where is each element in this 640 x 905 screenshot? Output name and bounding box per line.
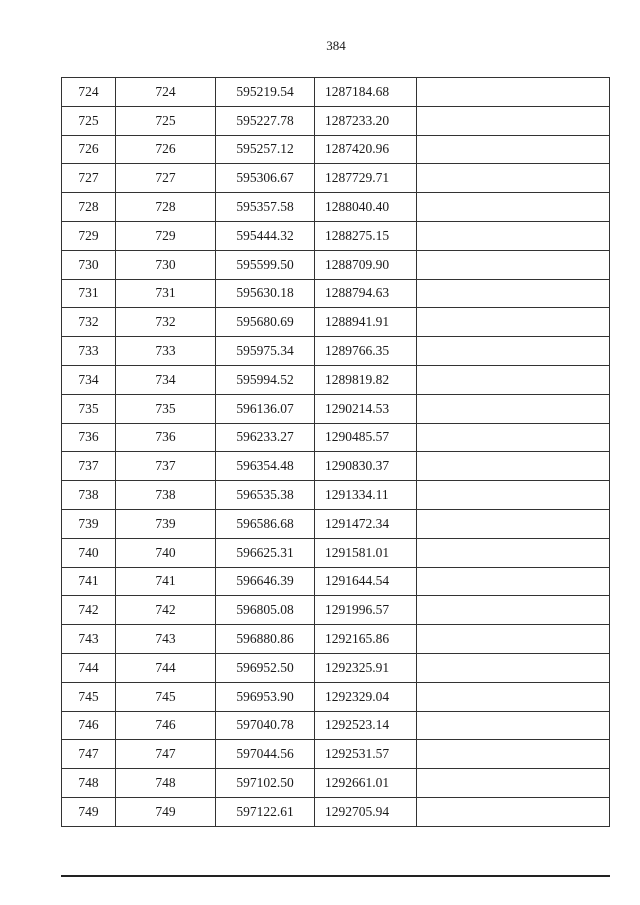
row-number-cell: 743 [62,625,116,654]
y-coordinate-cell: 1292329.04 [315,682,417,711]
note-cell [417,509,610,538]
point-id-cell: 737 [116,452,216,481]
note-cell [417,682,610,711]
point-id-cell: 736 [116,423,216,452]
note-cell [417,481,610,510]
table-row [62,193,610,222]
y-coordinate-cell: 1288275.15 [315,221,417,250]
x-coordinate-cell: 595357.58 [216,193,315,222]
x-coordinate-cell: 595599.50 [216,250,315,279]
note-cell [417,769,610,798]
note-cell [417,279,610,308]
point-id-cell: 735 [116,394,216,423]
table-row [62,769,610,798]
note-cell [417,596,610,625]
y-coordinate-cell: 1289819.82 [315,365,417,394]
y-coordinate-cell: 1292325.91 [315,653,417,682]
x-coordinate-cell: 596136.07 [216,394,315,423]
y-coordinate-cell: 1292705.94 [315,797,417,826]
x-coordinate-cell: 595219.54 [216,78,315,107]
x-coordinate-cell: 595630.18 [216,279,315,308]
point-id-cell: 740 [116,538,216,567]
table-row [62,221,610,250]
table-row [62,394,610,423]
point-id-cell: 732 [116,308,216,337]
note-cell [417,193,610,222]
point-id-cell: 724 [116,78,216,107]
row-number-cell: 737 [62,452,116,481]
x-coordinate-cell: 597122.61 [216,797,315,826]
y-coordinate-cell: 1291644.54 [315,567,417,596]
x-coordinate-cell: 597044.56 [216,740,315,769]
point-id-cell: 733 [116,337,216,366]
y-coordinate-cell: 1290214.53 [315,394,417,423]
y-coordinate-cell: 1287420.96 [315,135,417,164]
y-coordinate-cell: 1288040.40 [315,193,417,222]
row-number-cell: 741 [62,567,116,596]
point-id-cell: 726 [116,135,216,164]
table-row [62,538,610,567]
y-coordinate-cell: 1288709.90 [315,250,417,279]
x-coordinate-cell: 596805.08 [216,596,315,625]
row-number-cell: 745 [62,682,116,711]
row-number-cell: 728 [62,193,116,222]
x-coordinate-cell: 596233.27 [216,423,315,452]
row-number-cell: 746 [62,711,116,740]
x-coordinate-cell: 597102.50 [216,769,315,798]
y-coordinate-cell: 1291996.57 [315,596,417,625]
row-number-cell: 749 [62,797,116,826]
table-row [62,596,610,625]
x-coordinate-cell: 595227.78 [216,106,315,135]
point-id-cell: 725 [116,106,216,135]
point-id-cell: 745 [116,682,216,711]
note-cell [417,250,610,279]
note-cell [417,711,610,740]
x-coordinate-cell: 597040.78 [216,711,315,740]
point-id-cell: 731 [116,279,216,308]
row-number-cell: 736 [62,423,116,452]
note-cell [417,221,610,250]
x-coordinate-cell: 596586.68 [216,509,315,538]
x-coordinate-cell: 596646.39 [216,567,315,596]
note-cell [417,625,610,654]
note-cell [417,164,610,193]
note-cell [417,740,610,769]
point-id-cell: 742 [116,596,216,625]
point-id-cell: 739 [116,509,216,538]
x-coordinate-cell: 595994.52 [216,365,315,394]
table-row [62,509,610,538]
y-coordinate-cell: 1288794.63 [315,279,417,308]
point-id-cell: 727 [116,164,216,193]
note-cell [417,653,610,682]
row-number-cell: 734 [62,365,116,394]
y-coordinate-cell: 1289766.35 [315,337,417,366]
point-id-cell: 749 [116,797,216,826]
table-row [62,423,610,452]
point-id-cell: 743 [116,625,216,654]
y-coordinate-cell: 1290830.37 [315,452,417,481]
coordinates-table [61,77,610,827]
row-number-cell: 732 [62,308,116,337]
x-coordinate-cell: 595306.67 [216,164,315,193]
row-number-cell: 738 [62,481,116,510]
row-number-cell: 748 [62,769,116,798]
note-cell [417,452,610,481]
note-cell [417,135,610,164]
y-coordinate-cell: 1288941.91 [315,308,417,337]
row-number-cell: 733 [62,337,116,366]
x-coordinate-cell: 596625.31 [216,538,315,567]
point-id-cell: 748 [116,769,216,798]
table-row [62,452,610,481]
row-number-cell: 725 [62,106,116,135]
table-row [62,567,610,596]
y-coordinate-cell: 1287233.20 [315,106,417,135]
row-number-cell: 730 [62,250,116,279]
x-coordinate-cell: 596354.48 [216,452,315,481]
x-coordinate-cell: 596535.38 [216,481,315,510]
y-coordinate-cell: 1291472.34 [315,509,417,538]
x-coordinate-cell: 595680.69 [216,308,315,337]
point-id-cell: 730 [116,250,216,279]
coordinates-table-body [62,78,610,827]
row-number-cell: 727 [62,164,116,193]
point-id-cell: 746 [116,711,216,740]
table-row [62,337,610,366]
footer-rule [61,875,610,877]
table-row [62,164,610,193]
row-number-cell: 742 [62,596,116,625]
table-row [62,682,610,711]
row-number-cell: 744 [62,653,116,682]
row-number-cell: 731 [62,279,116,308]
table-row [62,106,610,135]
row-number-cell: 735 [62,394,116,423]
point-id-cell: 744 [116,653,216,682]
x-coordinate-cell: 596880.86 [216,625,315,654]
note-cell [417,538,610,567]
note-cell [417,78,610,107]
y-coordinate-cell: 1291581.01 [315,538,417,567]
y-coordinate-cell: 1292165.86 [315,625,417,654]
note-cell [417,337,610,366]
note-cell [417,394,610,423]
table-row [62,625,610,654]
table-row [62,365,610,394]
note-cell [417,106,610,135]
table-row [62,481,610,510]
y-coordinate-cell: 1287184.68 [315,78,417,107]
note-cell [417,797,610,826]
table-row [62,279,610,308]
note-cell [417,423,610,452]
row-number-cell: 739 [62,509,116,538]
table-row [62,711,610,740]
row-number-cell: 724 [62,78,116,107]
table-row [62,135,610,164]
point-id-cell: 729 [116,221,216,250]
y-coordinate-cell: 1292523.14 [315,711,417,740]
page-number: 384 [326,38,346,53]
row-number-cell: 726 [62,135,116,164]
row-number-cell: 740 [62,538,116,567]
point-id-cell: 738 [116,481,216,510]
note-cell [417,365,610,394]
x-coordinate-cell: 596952.50 [216,653,315,682]
y-coordinate-cell: 1292531.57 [315,740,417,769]
x-coordinate-cell: 595257.12 [216,135,315,164]
table-row [62,740,610,769]
row-number-cell: 729 [62,221,116,250]
y-coordinate-cell: 1291334.11 [315,481,417,510]
point-id-cell: 728 [116,193,216,222]
note-cell [417,567,610,596]
x-coordinate-cell: 595444.32 [216,221,315,250]
x-coordinate-cell: 596953.90 [216,682,315,711]
y-coordinate-cell: 1290485.57 [315,423,417,452]
x-coordinate-cell: 595975.34 [216,337,315,366]
y-coordinate-cell: 1287729.71 [315,164,417,193]
point-id-cell: 741 [116,567,216,596]
row-number-cell: 747 [62,740,116,769]
table-row [62,250,610,279]
table-row [62,78,610,107]
table-row [62,308,610,337]
y-coordinate-cell: 1292661.01 [315,769,417,798]
note-cell [417,308,610,337]
table-row [62,653,610,682]
point-id-cell: 734 [116,365,216,394]
point-id-cell: 747 [116,740,216,769]
table-row [62,797,610,826]
